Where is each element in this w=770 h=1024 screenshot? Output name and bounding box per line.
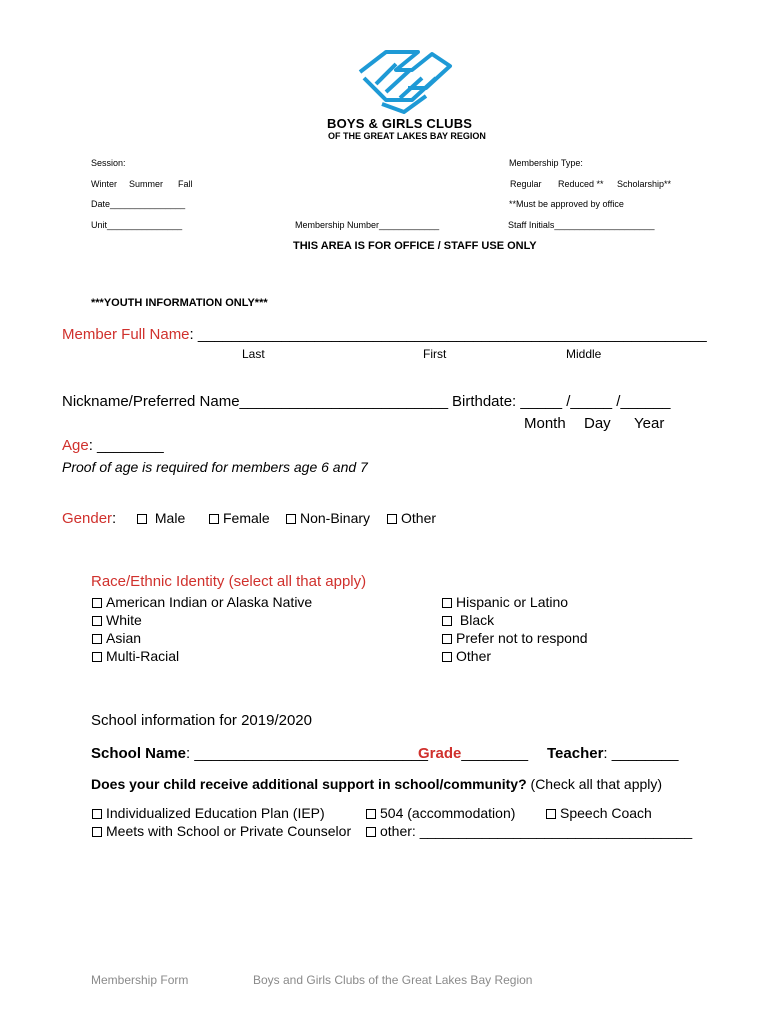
nickname-field[interactable]: Nickname/Preferred Name_________________________ <box>62 393 449 410</box>
birthdate-row[interactable] <box>452 393 671 410</box>
checkbox-icon[interactable] <box>387 514 397 524</box>
session-summer[interactable]: Summer <box>129 179 164 189</box>
race-option[interactable] <box>92 629 312 647</box>
footer-right: Boys and Girls Clubs of the Great Lakes Bay Region <box>253 973 533 987</box>
option-label: American Indian or Alaska Native <box>106 594 313 610</box>
option-label: 504 (accommodation) <box>380 805 516 821</box>
race-option[interactable] <box>442 593 588 611</box>
logo-title: BOYS & GIRLS CLUBS <box>327 116 473 131</box>
support-option-other[interactable] <box>366 823 692 839</box>
race-option[interactable] <box>442 629 588 647</box>
grade-blank[interactable]: ________ <box>461 745 529 762</box>
gender-option-other[interactable] <box>387 510 436 526</box>
race-option[interactable] <box>92 611 312 629</box>
race-option[interactable] <box>92 647 312 665</box>
age-label: Age <box>62 437 89 454</box>
option-label: Male <box>154 510 186 526</box>
birthdate-label: Birthdate <box>452 393 513 410</box>
checkbox-icon[interactable] <box>442 598 452 608</box>
middle-label: Middle <box>566 347 602 361</box>
race-heading <box>91 573 366 590</box>
checkbox-icon[interactable] <box>92 652 102 662</box>
school-name-row[interactable] <box>91 745 428 762</box>
member-name-blank[interactable]: : _____________________________________________________________ <box>189 326 707 343</box>
option-label: Black <box>459 612 495 628</box>
type-scholarship[interactable]: Scholarship** <box>617 179 672 189</box>
membership-type-label: Membership Type: <box>509 158 583 168</box>
race-left-list <box>92 593 312 665</box>
option-label: Non-Binary <box>300 510 371 526</box>
support-note: (Check all that apply) <box>526 776 663 792</box>
option-label: Hispanic or Latino <box>456 594 569 610</box>
checkbox-icon[interactable] <box>442 652 452 662</box>
race-option[interactable] <box>442 611 588 629</box>
logo-subtitle: OF THE GREAT LAKES BAY REGION <box>328 131 486 141</box>
support-question <box>91 776 662 792</box>
teacher-row[interactable] <box>547 745 679 762</box>
option-label: Asian <box>106 630 142 646</box>
gender-label: Gender <box>62 510 113 527</box>
teacher-label: Teacher <box>547 745 604 762</box>
day-label: Day <box>584 415 611 432</box>
option-label: other: ___________________________________ <box>380 823 693 839</box>
school-name-label: School Name <box>91 745 187 762</box>
date-field[interactable]: Date_______________ <box>91 199 186 209</box>
gender-option-female[interactable] <box>209 510 270 526</box>
checkbox-icon[interactable] <box>442 616 452 626</box>
checkbox-icon[interactable] <box>442 634 452 644</box>
membership-number-field[interactable]: Membership Number____________ <box>295 220 440 230</box>
age-row[interactable] <box>62 437 164 454</box>
year-label: Year <box>634 415 665 432</box>
checkbox-icon[interactable] <box>546 809 556 819</box>
member-name-row[interactable] <box>62 326 707 343</box>
type-reduced[interactable]: Reduced ** <box>558 179 604 189</box>
checkbox-icon[interactable] <box>92 598 102 608</box>
checkbox-icon[interactable] <box>209 514 219 524</box>
support-option-iep[interactable] <box>92 805 325 821</box>
member-name-label: Member Full Name <box>62 326 190 343</box>
grade-label: Grade <box>418 745 462 762</box>
approval-note: **Must be approved by office <box>509 199 624 209</box>
race-note: (select all that apply) <box>224 573 367 590</box>
checkbox-icon[interactable] <box>92 634 102 644</box>
school-info-heading: School information for 2019/2020 <box>91 712 312 729</box>
office-only-heading: THIS AREA IS FOR OFFICE / STAFF USE ONLY <box>293 240 537 252</box>
clasped-hands-logo-icon <box>356 48 456 114</box>
session-fall[interactable]: Fall <box>178 179 193 189</box>
race-right-list <box>442 593 588 665</box>
youth-info-heading: ***YOUTH INFORMATION ONLY*** <box>91 297 268 309</box>
teacher-blank[interactable]: : ________ <box>603 745 679 762</box>
first-label: First <box>423 347 447 361</box>
option-label: Speech Coach <box>560 805 652 821</box>
footer-left: Membership Form <box>91 973 189 987</box>
race-option[interactable] <box>92 593 312 611</box>
option-label: Other <box>401 510 437 526</box>
option-label: Multi-Racial <box>106 648 180 664</box>
checkbox-icon[interactable] <box>92 809 102 819</box>
checkbox-icon[interactable] <box>92 827 102 837</box>
support-question-text: Does your child receive additional support in school/community? <box>91 776 527 792</box>
grade-row[interactable] <box>418 745 528 762</box>
session-winter[interactable]: Winter <box>91 179 118 189</box>
unit-field[interactable]: Unit_______________ <box>91 220 183 230</box>
option-label: Individualized Education Plan (IEP) <box>106 805 325 821</box>
gender-option-male[interactable] <box>137 510 185 526</box>
option-label: Meets with School or Private Counselor <box>106 823 352 839</box>
option-label: Other <box>456 648 492 664</box>
staff-initials-field[interactable]: Staff Initials____________________ <box>508 220 655 230</box>
race-option[interactable] <box>442 647 588 665</box>
race-label: Race/Ethnic Identity <box>91 573 225 590</box>
checkbox-icon[interactable] <box>366 809 376 819</box>
gender-option-nonbinary[interactable] <box>286 510 370 526</box>
age-blank[interactable]: : ________ <box>88 437 164 454</box>
support-option-counselor[interactable] <box>92 823 351 839</box>
checkbox-icon[interactable] <box>286 514 296 524</box>
type-regular[interactable]: Regular <box>510 179 542 189</box>
age-note: Proof of age is required for members age 6 and 7 <box>62 459 368 475</box>
birthdate-blank[interactable]: : _____ /_____ /______ <box>512 393 671 410</box>
gender-row <box>62 510 116 527</box>
school-name-blank[interactable]: : ____________________________ <box>186 745 428 762</box>
option-label: White <box>106 612 142 628</box>
checkbox-icon[interactable] <box>92 616 102 626</box>
checkbox-icon[interactable] <box>366 827 376 837</box>
support-option-speech[interactable] <box>546 805 652 821</box>
option-label: Female <box>223 510 270 526</box>
option-label: Prefer not to respond <box>456 630 588 646</box>
gender-colon: : <box>112 510 117 527</box>
checkbox-icon[interactable] <box>137 514 147 524</box>
support-option-504[interactable] <box>366 805 515 821</box>
session-label: Session: <box>91 158 126 168</box>
month-label: Month <box>524 415 566 432</box>
last-label: Last <box>242 347 265 361</box>
